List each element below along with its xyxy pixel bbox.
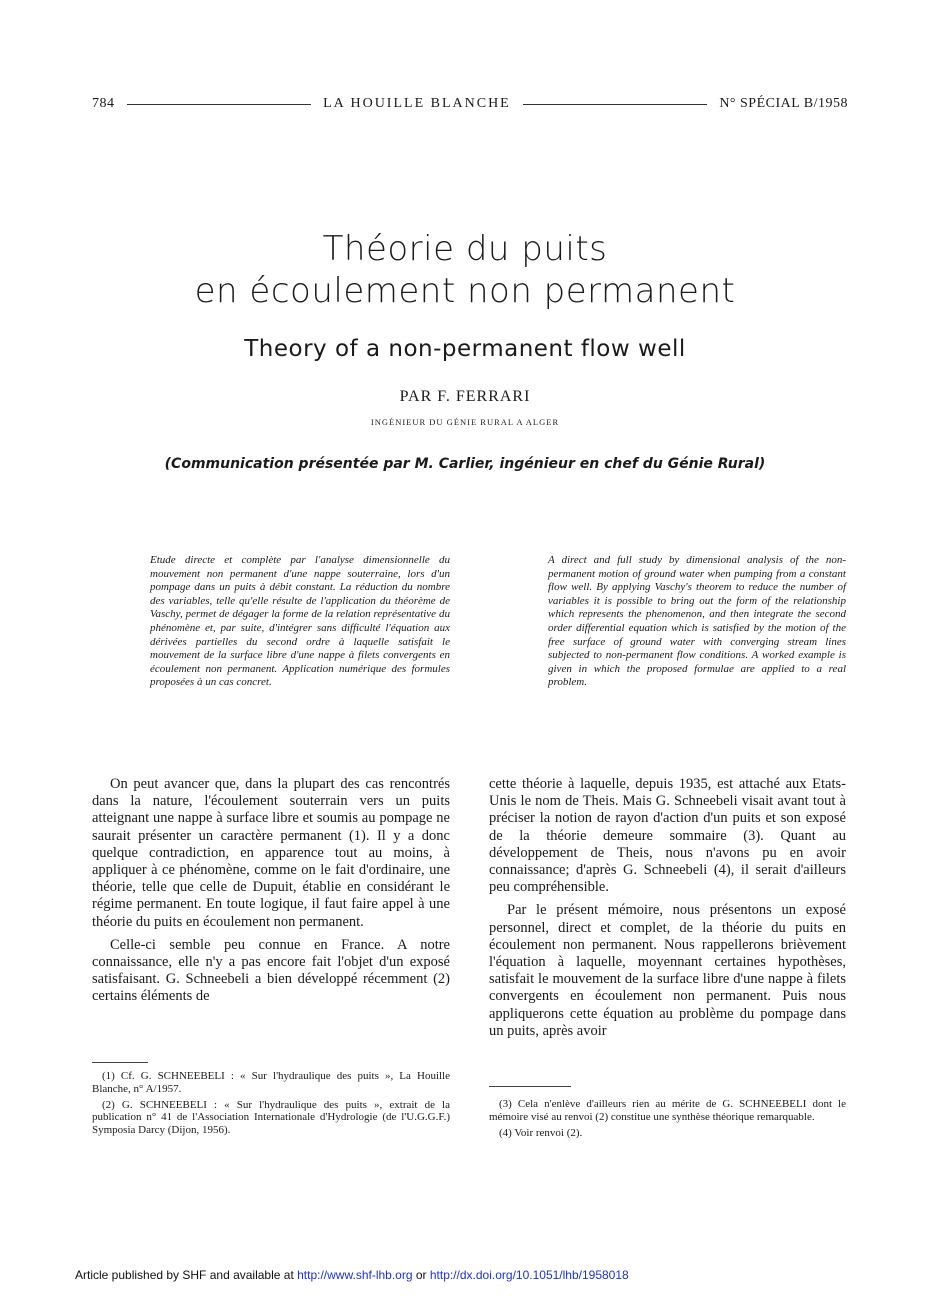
paragraph: cette théorie à laquelle, depuis 1935, est attaché aux Etats-Unis le nom de Theis. Mais G. Schneebeli visait avant tout à préciser la notion de rayon d'action d'un puits et son exposé de la théorie demeure sommaire (3). Quant au développement de Theis, nous n'avons pu en avoir connaissance; d'après G. Schneebeli (4), il serait d'ailleurs peu compréhensible. — [489, 776, 846, 896]
affiliation: INGÉNIEUR DU GÉNIE RURAL A ALGER — [370, 417, 560, 427]
title-line-1: Théorie du puits — [322, 229, 608, 269]
body-column-left — [92, 776, 450, 1012]
issue-number: N° SPÉCIAL B/1958 — [719, 96, 849, 111]
shf-link[interactable]: http://www.shf-lhb.org — [297, 1268, 413, 1282]
journal-name: LA HOUILLE BLANCHE — [323, 96, 511, 111]
header-rule-right — [523, 104, 708, 105]
header-rule-left — [127, 104, 312, 105]
communication-note: (Communication présentée par M. Carlier, ingénieur en chef du Génie Rural) — [164, 456, 766, 472]
footnotes-left — [92, 1070, 450, 1140]
footnotes-right — [489, 1098, 846, 1142]
notice-middle: or — [412, 1268, 430, 1282]
paragraph: On peut avancer que, dans la plupart des cas rencontrés dans la nature, l'écoulement souterrain vers un puits atteignant une nappe à surface libre et soumis au pompage ne saurait présenter un caractère permanent (1). Il y a donc quelque contradiction, en apparence tout au moins, à appliquer à ce phénomène, comme on le fait d'ordinaire, une théorie, telle que celle de Dupuit, établie en considérant le régime permanent. En toute logique, il faut faire appel à une théorie du puits en écoulement non permanent. — [92, 776, 450, 930]
notice-prefix: Article published by SHF and available at — [75, 1268, 298, 1282]
title-line-2: en écoulement non permanent — [194, 271, 736, 311]
paragraph: Par le présent mémoire, nous présentons un exposé personnel, direct et complet, de la théorie du puits en écoulement non permanent. Nous rappellerons brièvement l'équation à laquelle, moyennant certaines hypothèses, satisfait le mouvement de la surface libre d'une nappe à filets convergents en écoulement non permanent. Puis nous appliquerons cette équation au problème du pompage dans un puits, après avoir — [489, 902, 846, 1039]
running-header — [92, 94, 848, 114]
article-subtitle: Theory of a non-permanent flow well — [244, 336, 686, 362]
page-number: 784 — [92, 96, 115, 111]
doi-link[interactable]: http://dx.doi.org/10.1051/lhb/1958018 — [429, 1268, 629, 1282]
article-title — [0, 228, 930, 312]
footnote-2: (2) G. SCHNEEBELI : « Sur l'hydraulique des puits », extrait de la publication n° 41 de l'Association Internationale d'Hydrologie (de l'U.G.G.F.) Symposia Darcy (Dijon, 1956). — [92, 1098, 450, 1137]
footnote-3: (3) Cela n'enlève d'ailleurs rien au mérite de G. SCHNEEBELI dont le mémoire visé au renvoi (2) constitue une synthèse théorique remarquable. — [489, 1098, 846, 1123]
paragraph: Celle-ci semble peu connue en France. A notre connaissance, elle n'y a pas encore fait l'objet d'un exposé satisfaisant. G. Schneebeli a bien développé récemment (2) certains éléments de — [92, 936, 450, 1005]
author: PAR F. FERRARI — [399, 388, 531, 405]
footnote-rule-right — [489, 1086, 571, 1087]
abstract-english: A direct and full study by dimensional analysis of the non-permanent motion of ground water when pumping from a constant flow well. By applying Vaschy's theorem to reduce the number of variables it is possible to bring out the form of the relationship which represents the phenomenon, and then integrate the second order differential equation which is satisfied by the motion of the free surface of ground water with converging stream lines subjected to non-permanent flow conditions. A worked example is given in which the proposed formulae are applied to a real problem. — [548, 554, 846, 689]
footnote-1: (1) Cf. G. SCHNEEBELI : « Sur l'hydraulique des puits », La Houille Blanche, n° A/1957. — [92, 1070, 450, 1095]
abstract-french: Etude directe et complète par l'analyse dimensionnelle du mouvement non permanent d'une nappe souterraine, lors d'un pompage dans un puits à débit constant. La réduction du nombre des variables, telle qu'elle résulte de l'application du théorème de Vaschy, permet de dégager la forme de la relation représentative du phénomène et, par suite, d'intégrer sans difficulté l'équation aux dérivées partielles du second ordre à laquelle satisfait le mouvement de la surface libre d'une nappe à filets convergents en écoulement non permanent. Application numérique des formules proposées à un cas concret. — [150, 554, 450, 689]
footnote-rule-left — [92, 1062, 148, 1063]
body-column-right — [489, 776, 846, 1046]
publication-notice — [75, 1268, 875, 1282]
footnote-4: (4) Voir renvoi (2). — [499, 1126, 583, 1139]
